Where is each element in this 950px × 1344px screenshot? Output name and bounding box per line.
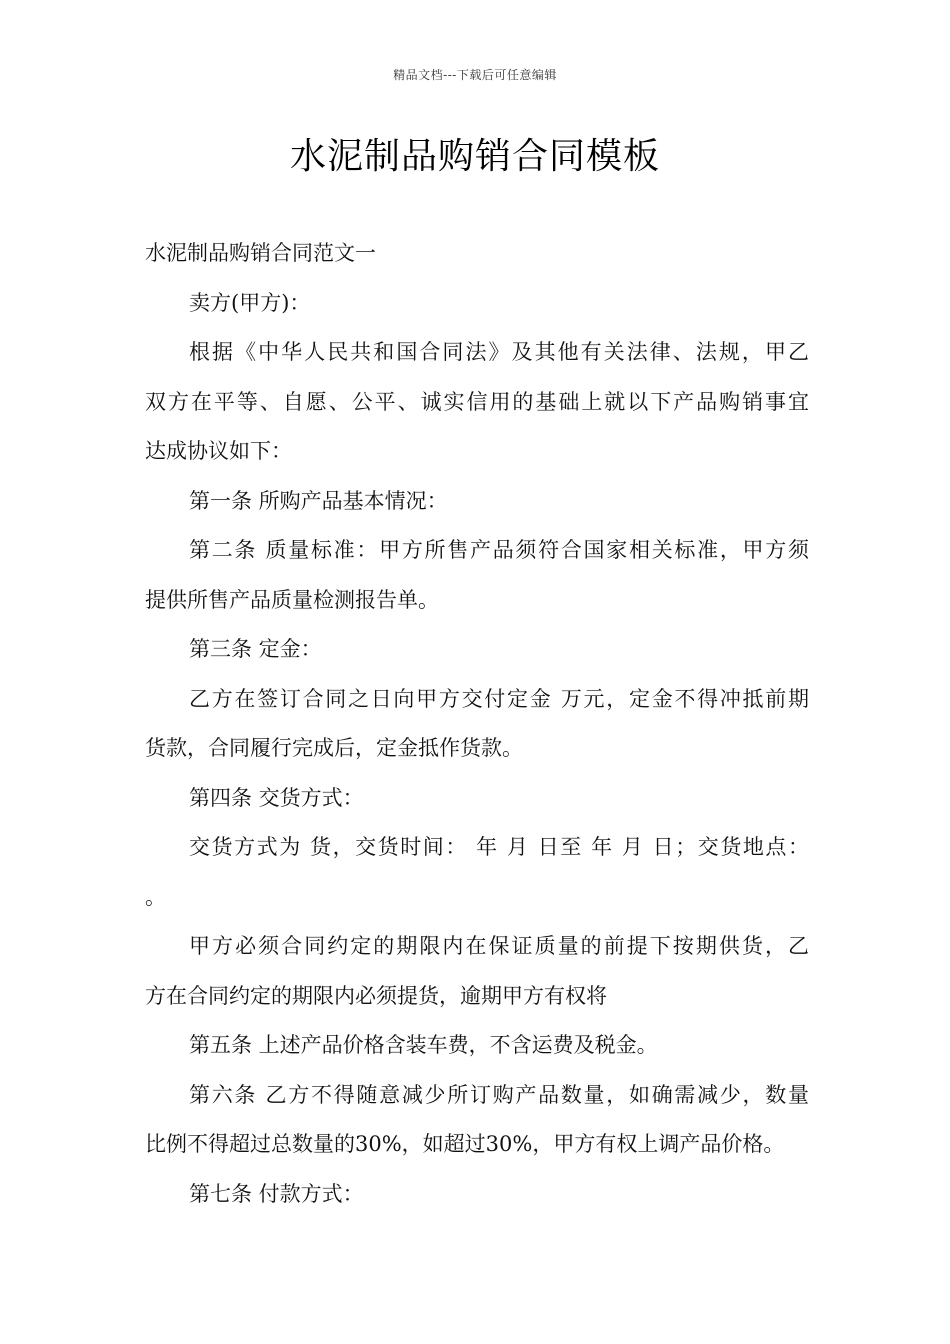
- clause-6: 第六条 乙方不得随意减少所订购产品数量，如确需减少，数量: [189, 1082, 809, 1107]
- seller-line: 卖方(甲方)：: [189, 290, 311, 315]
- paragraph-line: 乙方在签订合同之日向甲方交付定金 万元，定金不得冲抵前期: [189, 686, 809, 711]
- section-heading: 水泥制品购销合同范文一: [145, 241, 376, 265]
- clause-2: 第二条 质量标准：甲方所售产品须符合国家相关标准，甲方须: [189, 538, 809, 562]
- clause-7: 第七条 付款方式：: [189, 1181, 364, 1206]
- header-note: 精品文档---下载后可任意编辑: [393, 68, 557, 82]
- paragraph-line: 根据《中华人民共和国合同法》及其他有关法律、法规，甲乙: [189, 340, 809, 364]
- paragraph-line: 。: [145, 884, 166, 909]
- clause-4: 第四条 交货方式：: [189, 785, 364, 810]
- paragraph-line: 货款，合同履行完成后，定金抵作货款。: [145, 736, 523, 760]
- paragraph-line: 双方在平等、自愿、公平、诚实信用的基础上就以下产品购销事宜: [145, 389, 809, 414]
- clause-1: 第一条 所购产品基本情况：: [189, 488, 448, 513]
- paragraph-line: 交货方式为 货，交货时间： 年 月 日至 年 月 日；交货地点：: [189, 835, 809, 859]
- clause-5: 第五条 上述产品价格含装车费，不含运费及税金。: [189, 1033, 658, 1057]
- paragraph-line: 方在合同约定的期限内必须提货，逾期甲方有权将: [145, 983, 607, 1008]
- paragraph-line: 达成协议如下：: [145, 439, 292, 463]
- document-title: 水泥制品购销合同模板: [289, 136, 660, 177]
- paragraph-line: 甲方必须合同约定的期限内在保证质量的前提下按期供货，乙: [189, 934, 809, 958]
- paragraph-line: 比例不得超过总数量的30%，如超过30%，甲方有权上调产品价格。: [145, 1132, 785, 1156]
- paragraph-line: 提供所售产品质量检测报告单。: [145, 587, 439, 612]
- clause-3: 第三条 定金：: [189, 637, 322, 661]
- document-body: [145, 229, 809, 1219]
